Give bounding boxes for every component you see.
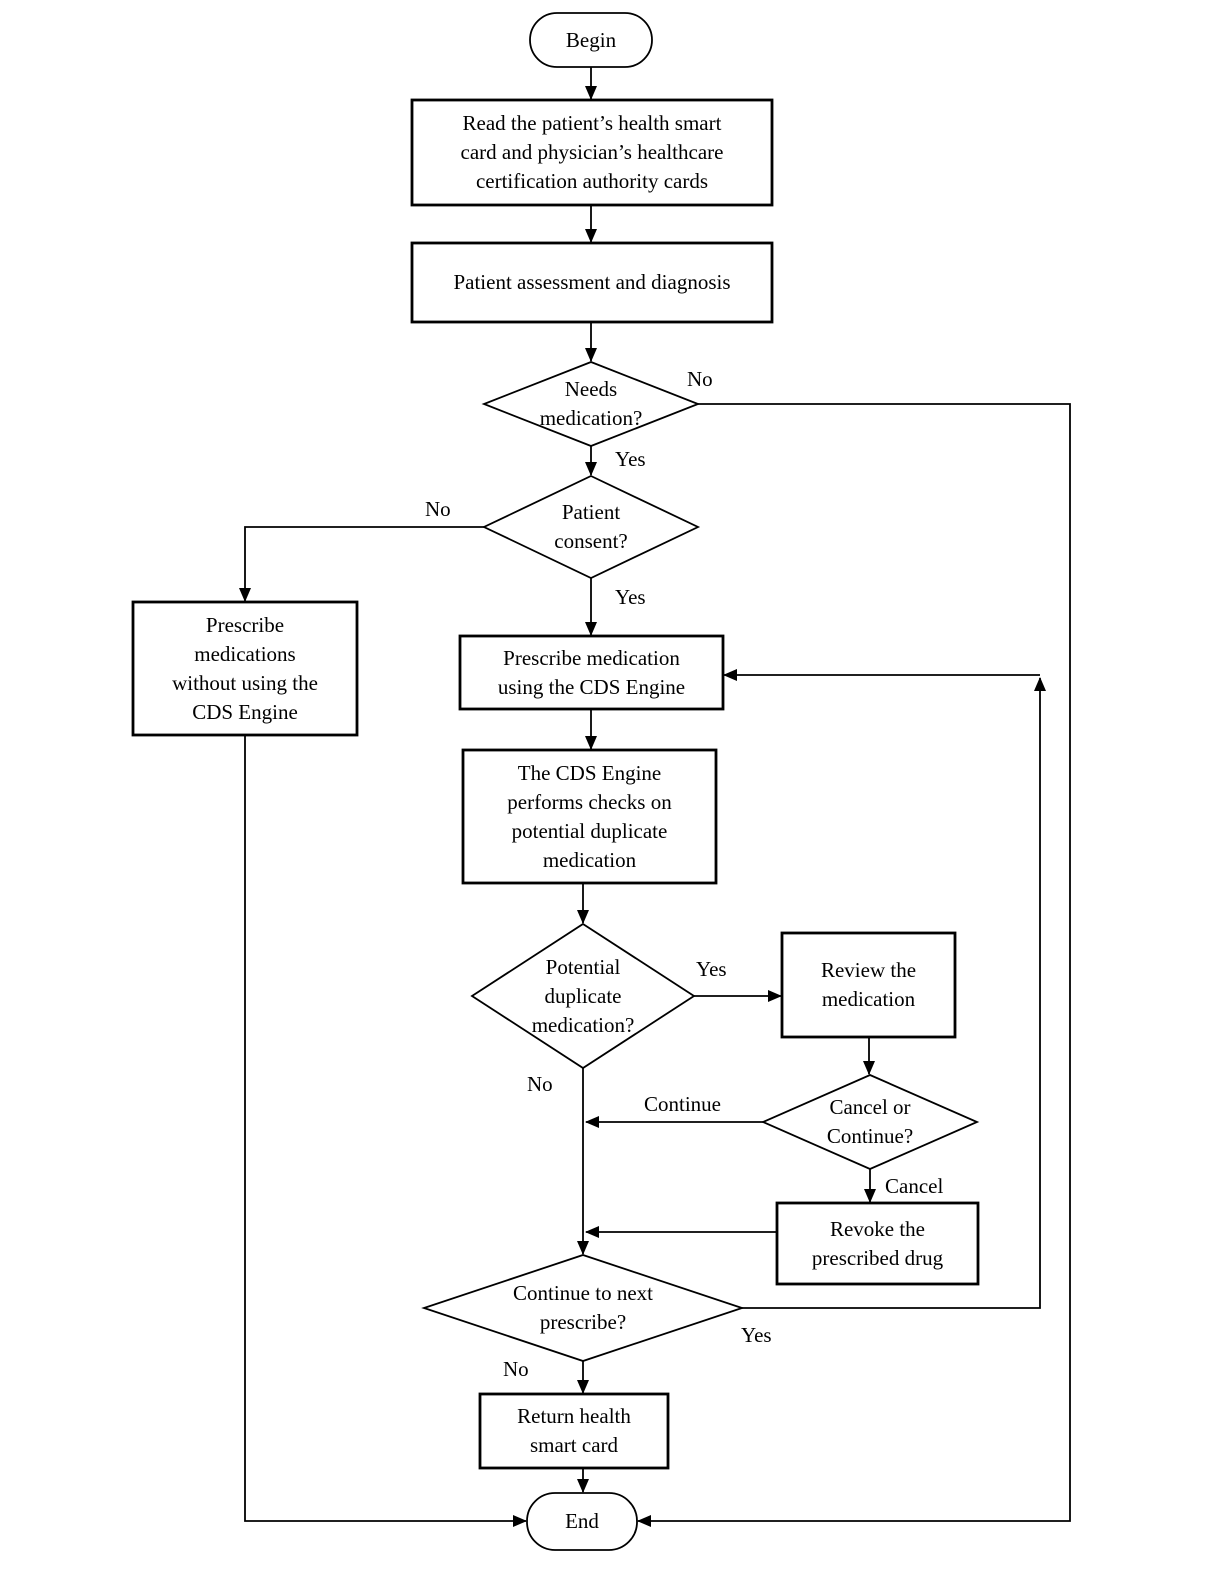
potential-duplicate-label: Potential duplicate medication? — [531, 954, 635, 1037]
end-label: End — [565, 1509, 599, 1533]
edge-label-needs-medication-no: No — [687, 367, 713, 391]
edge-label-needs-medication-yes: Yes — [615, 447, 646, 471]
needs-medication-label: Needs medication? — [539, 377, 643, 430]
edge-label-patient-consent-no: No — [425, 497, 451, 521]
continue-next-decision-shape — [424, 1255, 742, 1361]
prescribe-without-cds-process-shape — [133, 602, 357, 735]
begin-label: Begin — [565, 27, 617, 52]
edge-label-continue-next-yes: Yes — [741, 1323, 772, 1347]
revoke-drug-process-shape — [777, 1203, 978, 1284]
edge-label-patient-consent-yes: Yes — [615, 585, 646, 609]
read-cards-process-shape — [412, 100, 772, 205]
cancel-or-continue-decision-shape — [763, 1075, 977, 1169]
cds-checks-label: The CDS Engine performs checks on potential duplicate medication — [507, 760, 672, 872]
return-card-process-shape — [480, 1394, 668, 1468]
read-cards-label: Read the patient’s health smart card and physician’s healthcare certification authority cards — [460, 111, 724, 193]
potential-duplicate-decision-shape — [472, 924, 694, 1068]
needs-medication-decision-shape — [484, 362, 698, 446]
end-terminator-shape — [527, 1493, 637, 1550]
edge-label-cancel-or-continue-cancel: Cancel — [885, 1174, 944, 1198]
begin-terminator-shape — [530, 13, 652, 67]
continue-next-label: Continue to next prescribe? — [513, 1281, 653, 1334]
review-medication-label: Review the medication — [820, 958, 917, 1011]
cancel-or-continue-label: Cancel or Continue? — [826, 1095, 914, 1148]
return-card-label: Return health smart card — [517, 1404, 631, 1457]
edge-label-continue-next-no: No — [503, 1357, 529, 1381]
revoke-drug-label: Revoke the prescribed drug — [811, 1216, 944, 1270]
edge-label-cancel-or-continue-continue: Continue — [644, 1092, 721, 1116]
prescribe-without-cds-label: Prescribe medications without using the CDS Engine — [172, 612, 318, 724]
edge-label-potential-duplicate-no: No — [527, 1072, 553, 1096]
patient-consent-label: Patient consent? — [554, 500, 628, 553]
assessment-label: Patient assessment and diagnosis — [453, 270, 731, 294]
cds-checks-process-shape — [463, 750, 716, 883]
patient-consent-decision-shape — [484, 476, 698, 578]
prescribe-with-cds-process-shape — [460, 636, 723, 709]
edge-patient-consent-no-to-prescribe-without — [245, 527, 484, 601]
assessment-process-shape — [412, 243, 772, 322]
prescribe-with-cds-label: Prescribe medication using the CDS Engine — [497, 645, 686, 699]
review-medication-process-shape — [782, 933, 955, 1037]
edge-label-potential-duplicate-yes: Yes — [696, 957, 727, 981]
